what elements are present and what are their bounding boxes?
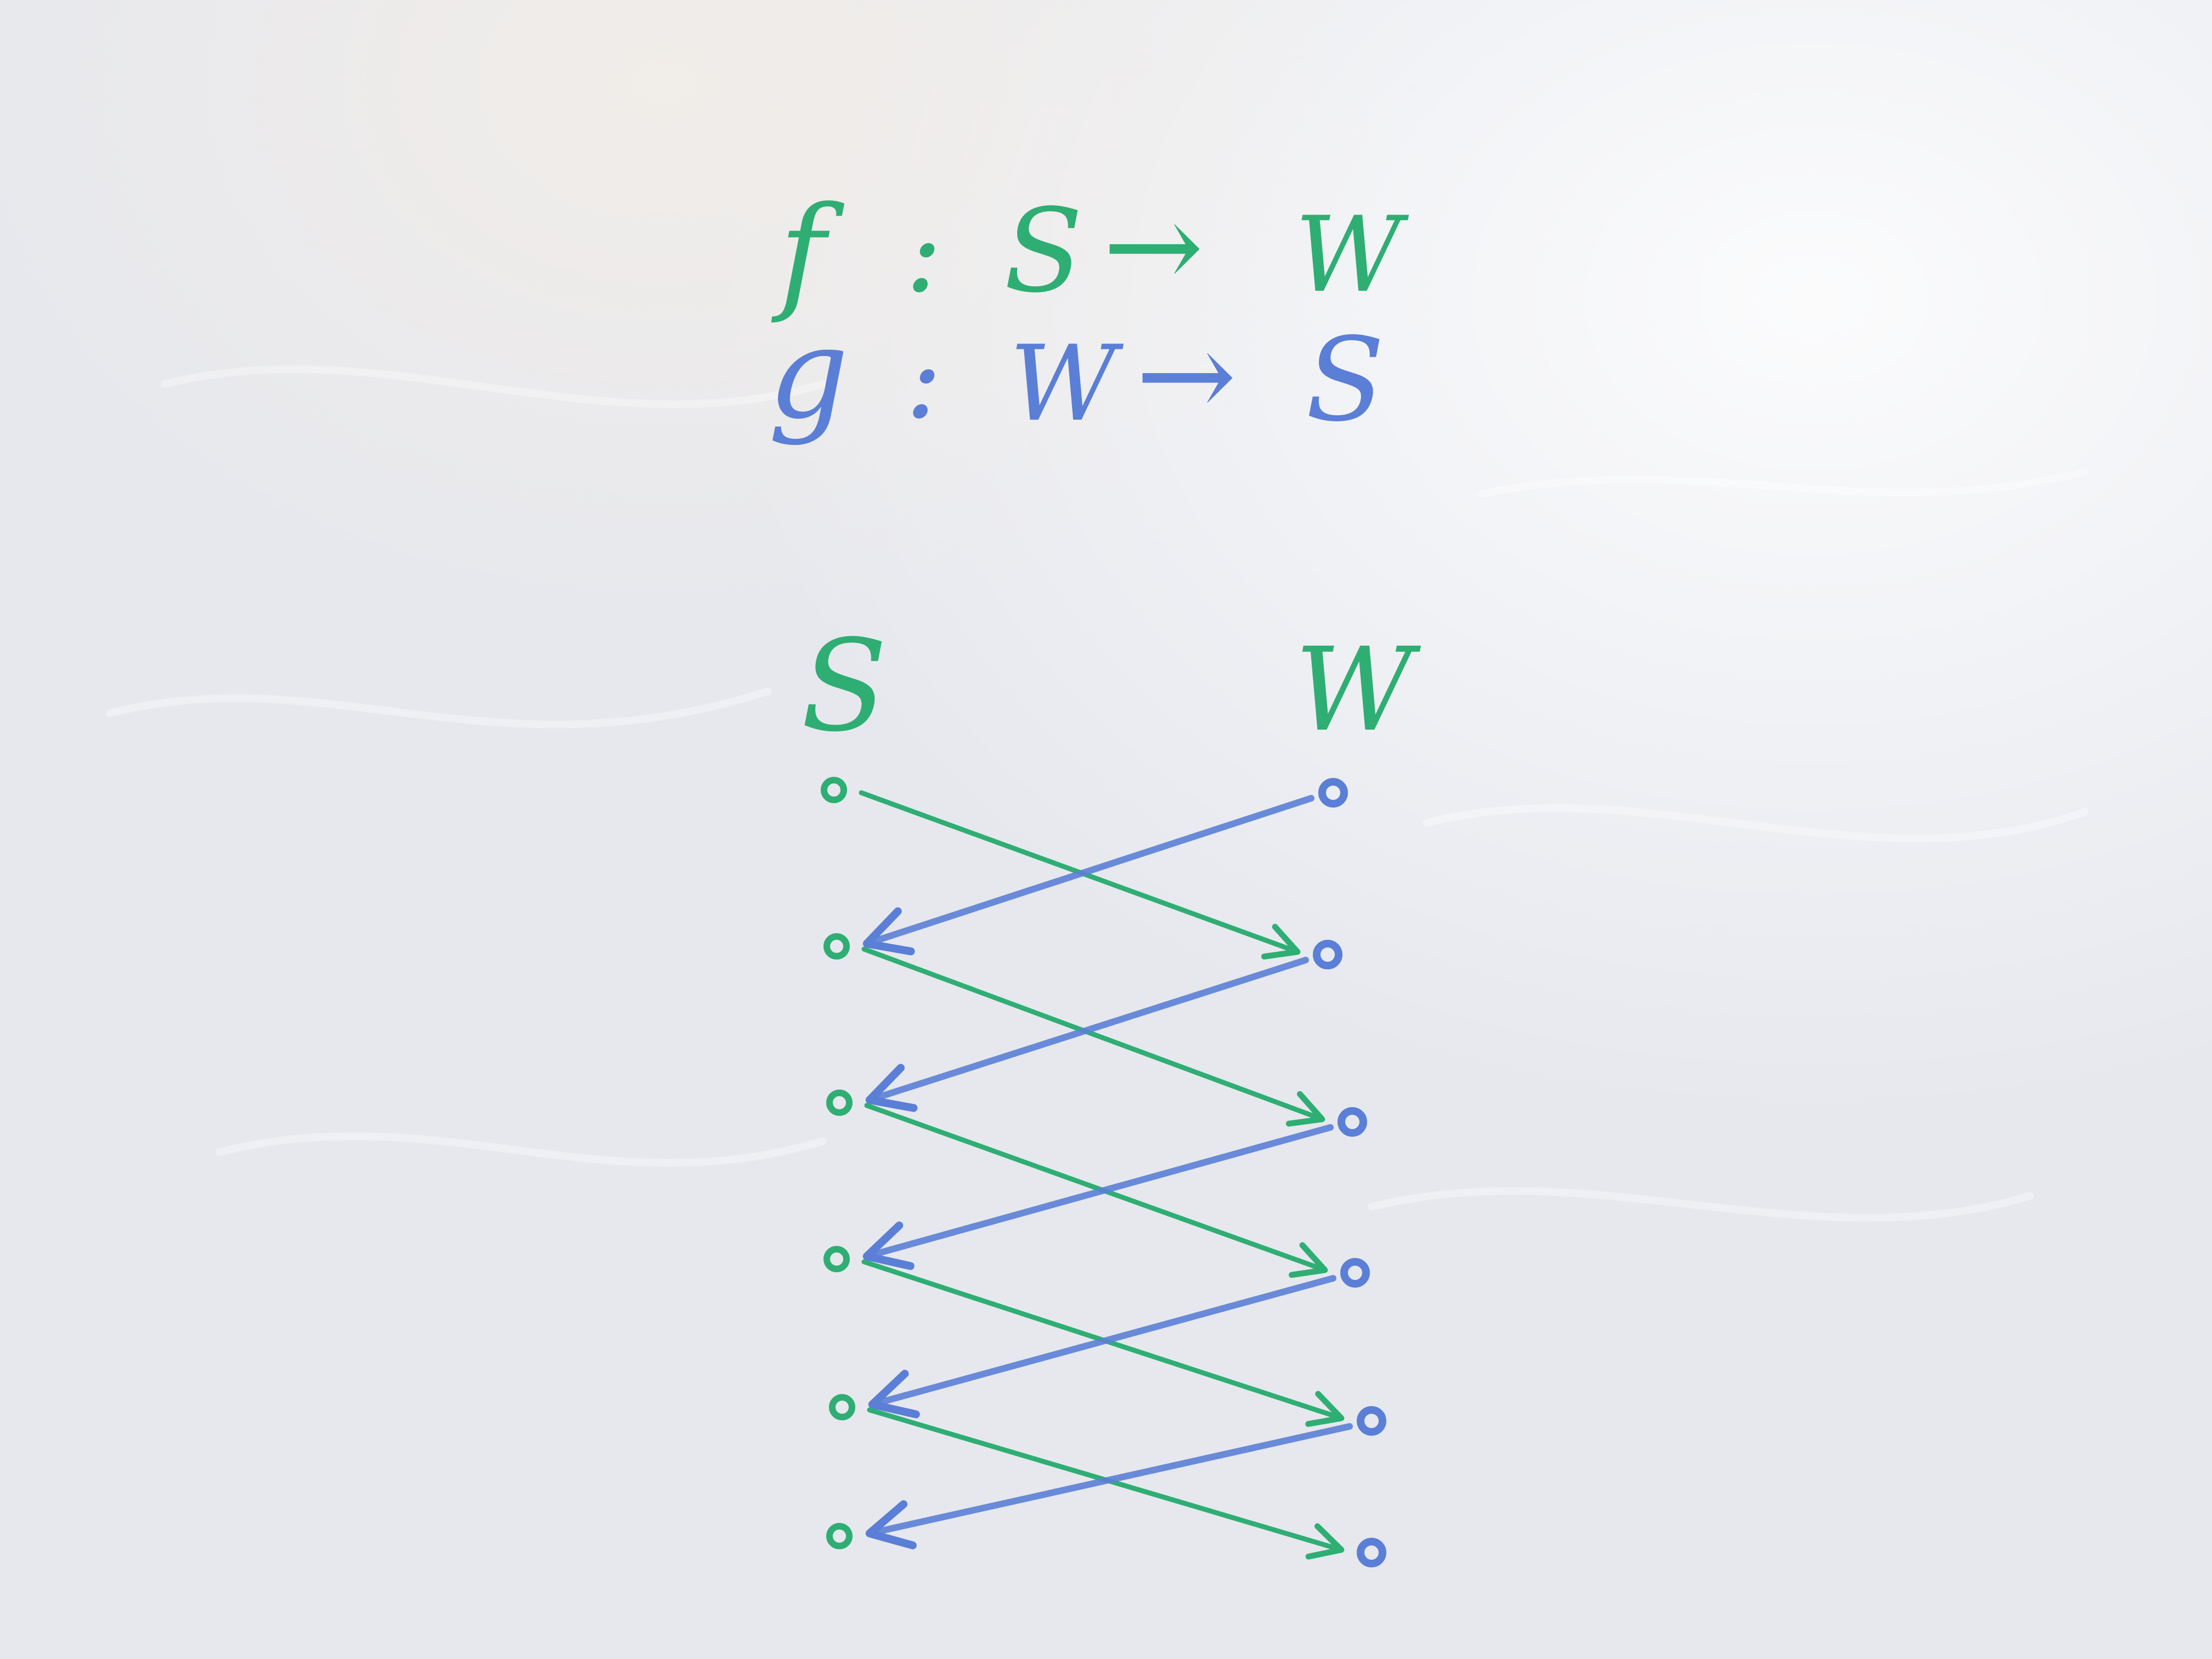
equation-g-domain: W: [1009, 323, 1117, 444]
equation-f-domain: S: [1004, 184, 1083, 318]
set-label-s: S: [801, 613, 888, 760]
equation-f-codomain: W: [1295, 194, 1402, 315]
equation-f-func: f: [779, 180, 826, 326]
set-label-w: W: [1295, 623, 1413, 757]
equation-f-arrow: →: [1103, 176, 1204, 317]
equation-g-codomain: S: [1306, 313, 1385, 447]
equation-g-sep: :: [905, 315, 943, 443]
equation-g-arrow: →: [1136, 305, 1237, 445]
equation-f-sep: :: [905, 189, 943, 317]
equation-g-func: g: [768, 301, 849, 447]
